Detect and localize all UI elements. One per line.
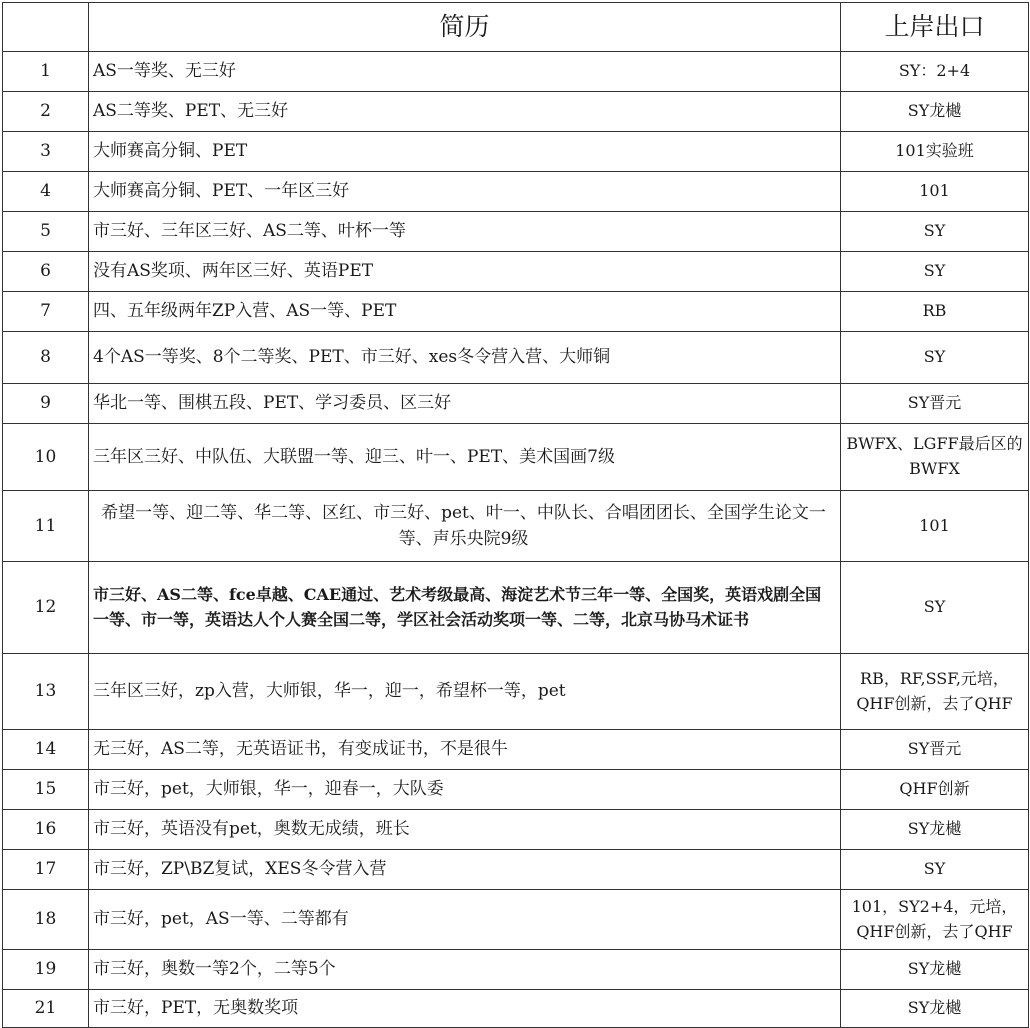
row-resume: AS一等奖、无三好 xyxy=(89,52,841,92)
row-outcome: SY晋元 xyxy=(841,384,1029,424)
table-row xyxy=(3,491,1029,562)
row-number: 5 xyxy=(3,212,89,252)
table-row xyxy=(3,850,1029,890)
header-number-cell xyxy=(3,3,89,52)
table-row xyxy=(3,384,1029,424)
row-outcome: SY xyxy=(841,212,1029,252)
table-row xyxy=(3,212,1029,252)
row-resume: 市三好，ZP\BZ复试，XES冬令营入营 xyxy=(89,850,841,890)
row-resume: 市三好、三年区三好、AS二等、叶杯一等 xyxy=(89,212,841,252)
row-number: 4 xyxy=(3,172,89,212)
table-row xyxy=(3,810,1029,850)
row-outcome: 101 xyxy=(841,172,1029,212)
table-row xyxy=(3,92,1029,132)
row-resume: AS二等奖、PET、无三好 xyxy=(89,92,841,132)
row-number: 14 xyxy=(3,730,89,770)
table-row xyxy=(3,990,1029,1028)
row-number: 16 xyxy=(3,810,89,850)
row-outcome: 101实验班 xyxy=(841,132,1029,172)
table-row xyxy=(3,132,1029,172)
row-outcome: RB xyxy=(841,292,1029,332)
row-outcome: SY龙樾 xyxy=(841,810,1029,850)
row-outcome: SY晋元 xyxy=(841,730,1029,770)
row-outcome: SY龙樾 xyxy=(841,92,1029,132)
row-number: 12 xyxy=(3,562,89,654)
row-number: 10 xyxy=(3,424,89,491)
resume-outcome-table xyxy=(2,2,1029,1028)
row-resume: 三年区三好、中队伍、大联盟一等、迎三、叶一、PET、美术国画7级 xyxy=(89,424,841,491)
header-outcome-cell: 上岸出口 xyxy=(841,3,1029,52)
row-outcome: QHF创新 xyxy=(841,770,1029,810)
row-resume: 市三好，奥数一等2个，二等5个 xyxy=(89,950,841,990)
row-number: 21 xyxy=(3,990,89,1028)
row-number: 11 xyxy=(3,491,89,562)
row-outcome: SY龙樾 xyxy=(841,950,1029,990)
table-row xyxy=(3,292,1029,332)
table-row xyxy=(3,950,1029,990)
row-number: 19 xyxy=(3,950,89,990)
row-outcome: RB，RF,SSF,元培，QHF创新，去了QHF xyxy=(841,654,1029,730)
row-number: 1 xyxy=(3,52,89,92)
table-row xyxy=(3,890,1029,950)
row-outcome: SY xyxy=(841,252,1029,292)
header-resume-cell: 简历 xyxy=(89,3,841,52)
row-resume: 市三好，pet，AS一等、二等都有 xyxy=(89,890,841,950)
row-outcome: SY：2+4 xyxy=(841,52,1029,92)
row-resume: 希望一等、迎二等、华二等、区红、市三好、pet、叶一、中队长、合唱团团长、全国学生论文一等、声乐央院9级 xyxy=(89,491,841,562)
row-number: 3 xyxy=(3,132,89,172)
row-resume: 市三好，pet，大师银，华一，迎春一，大队委 xyxy=(89,770,841,810)
table-row xyxy=(3,424,1029,491)
row-resume: 华北一等、围棋五段、PET、学习委员、区三好 xyxy=(89,384,841,424)
row-number: 7 xyxy=(3,292,89,332)
row-number: 13 xyxy=(3,654,89,730)
table-row xyxy=(3,332,1029,384)
row-resume: 四、五年级两年ZP入营、AS一等、PET xyxy=(89,292,841,332)
row-resume: 4个AS一等奖、8个二等奖、PET、市三好、xes冬令营入营、大师铜 xyxy=(89,332,841,384)
row-number: 6 xyxy=(3,252,89,292)
row-resume: 三年区三好，zp入营，大师银，华一，迎一，希望杯一等，pet xyxy=(89,654,841,730)
table-row xyxy=(3,172,1029,212)
row-number: 2 xyxy=(3,92,89,132)
table-row xyxy=(3,252,1029,292)
row-resume: 市三好，英语没有pet，奥数无成绩，班长 xyxy=(89,810,841,850)
row-outcome: 101，SY2+4，元培，QHF创新，去了QHF xyxy=(841,890,1029,950)
row-outcome: 101 xyxy=(841,491,1029,562)
table-row xyxy=(3,730,1029,770)
row-outcome: SY xyxy=(841,850,1029,890)
table-row xyxy=(3,770,1029,810)
row-resume: 没有AS奖项、两年区三好、英语PET xyxy=(89,252,841,292)
table-header-row xyxy=(3,3,1029,52)
row-outcome: SY龙樾 xyxy=(841,990,1029,1028)
row-resume: 无三好，AS二等，无英语证书，有变成证书，不是很牛 xyxy=(89,730,841,770)
row-number: 9 xyxy=(3,384,89,424)
row-number: 15 xyxy=(3,770,89,810)
row-resume: 大师赛高分铜、PET、一年区三好 xyxy=(89,172,841,212)
row-resume: 市三好、AS二等、fce卓越、CAE通过、艺术考级最高、海淀艺术节三年一等、全国奖，英语戏剧全国一等、市一等，英语达人个人赛全国二等，学区社会活动奖项一等、二等，北京马协马术证书 xyxy=(89,562,841,654)
row-outcome: BWFX、LGFF最后区的BWFX xyxy=(841,424,1029,491)
table-row xyxy=(3,52,1029,92)
row-number: 8 xyxy=(3,332,89,384)
row-resume: 大师赛高分铜、PET xyxy=(89,132,841,172)
table-row xyxy=(3,562,1029,654)
row-number: 18 xyxy=(3,890,89,950)
row-outcome: SY xyxy=(841,562,1029,654)
table-row xyxy=(3,654,1029,730)
row-resume: 市三好，PET，无奥数奖项 xyxy=(89,990,841,1028)
row-number: 17 xyxy=(3,850,89,890)
row-outcome: SY xyxy=(841,332,1029,384)
